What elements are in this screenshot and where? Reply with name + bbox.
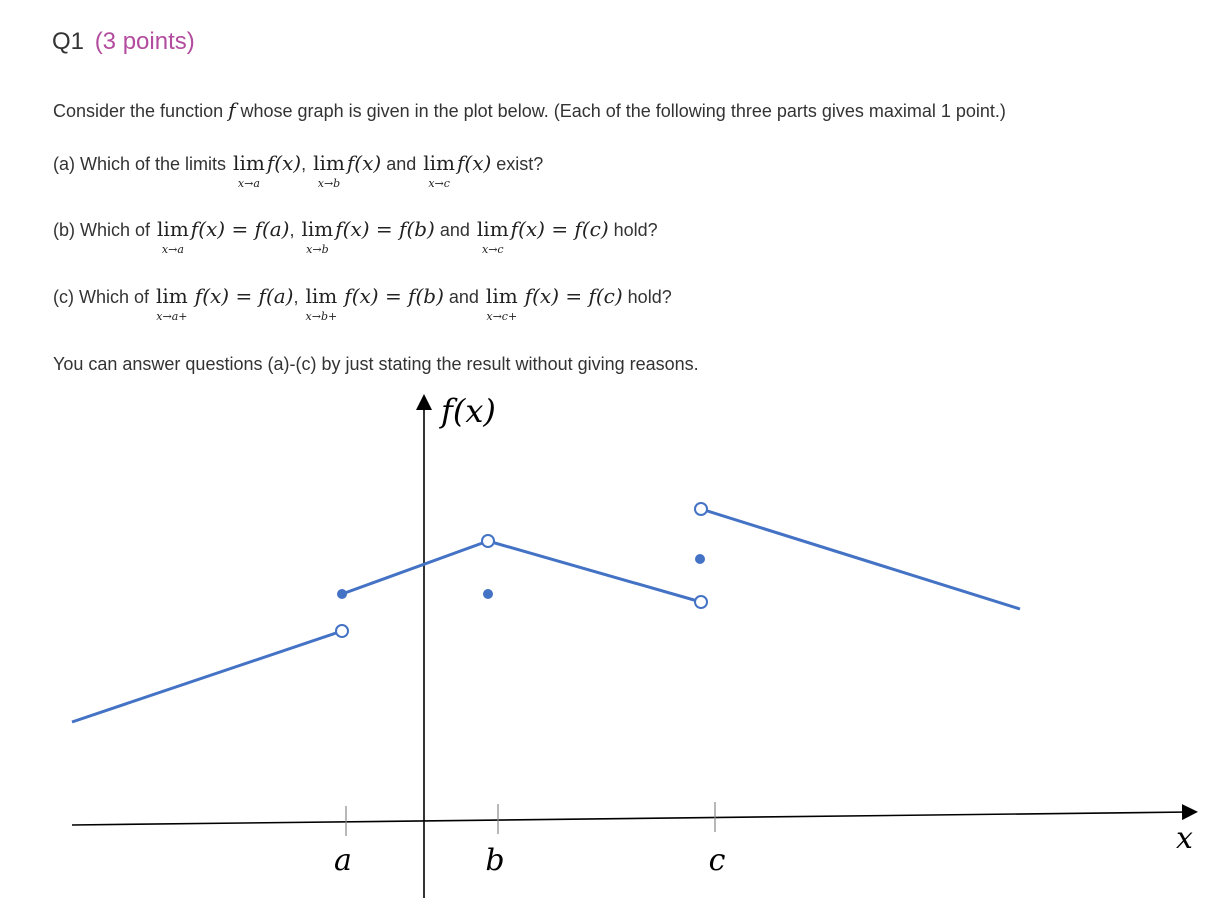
limit-expression: f(x) [457,151,492,175]
x-axis [72,812,1190,825]
limit-expression: f(x) [346,151,382,175]
limit-equation: f(x) = f(c) [510,217,609,241]
limit-equation: f(x) = f(c) [524,284,623,308]
segment-b-to-c [488,541,701,602]
segment-right-of-c [701,509,1020,609]
open-point-b [482,535,494,547]
limit-equation: f(x) = f(a) [190,217,290,241]
open-point-c-upper [695,503,707,515]
lim-subscript: x→a [237,177,260,190]
lim-word: lim [157,217,189,241]
segment-a-to-b [342,541,488,594]
part-a-prefix: (a) Which of the limits [53,154,232,174]
open-point-c-lower [695,596,707,608]
question-number: Q1 [52,28,85,55]
lim-word: lim [305,284,338,308]
intro-before: Consider the function [53,101,229,121]
lim-word: lim [156,284,188,308]
lim-subscript: x→c [481,243,504,256]
conjunction: and [434,220,475,240]
separator: , [301,154,312,174]
lim-word: lim [313,151,345,175]
lim-word: lim [485,284,518,308]
lim-word: lim [423,151,455,175]
function-symbol: f [228,98,236,122]
part-a-suffix: exist? [491,154,544,174]
instruction-note: You can answer questions (a)-(c) by just stating the result without giving reasons. [53,354,699,374]
lim-word: lim [301,217,334,241]
lim-subscript: x→b [317,177,341,190]
lim-subscript: x→c [428,177,450,190]
tick-label-c: c [708,843,726,878]
separator: , [293,287,304,307]
limit-expression: f(x) [266,151,302,175]
lim-subscript: x→c+ [486,310,518,323]
part-b-suffix: hold? [608,220,658,240]
intro-after: whose graph is given in the plot below. (Each of the following three parts gives maximal 1 point.) [235,101,1006,121]
limit-equation: f(x) = f(b) [344,284,444,308]
lim-subscript: x→a+ [156,310,188,323]
y-axis-label: f(x) [441,392,496,430]
part-c-suffix: hold? [622,287,672,307]
limit-equation: f(x) = f(a) [194,284,294,308]
tick-label-a: a [334,843,352,878]
conjunction: and [443,287,484,307]
conjunction: and [381,154,422,174]
filled-point-c [695,554,705,564]
filled-point-a [337,589,347,599]
lim-word: lim [233,151,265,175]
open-point-a [336,625,348,637]
question-points: (3 points) [94,28,195,55]
lim-subscript: x→a [161,243,184,256]
part-c-prefix: (c) Which of [53,287,155,307]
tick-label-b: b [485,843,505,878]
separator: , [289,220,300,240]
filled-point-b [483,589,493,599]
lim-subscript: x→b+ [305,310,338,323]
lim-word: lim [476,217,509,241]
limit-equation: f(x) = f(b) [335,217,435,241]
part-b-prefix: (b) Which of [53,220,156,240]
segment-left-of-a [72,631,342,722]
lim-subscript: x→b [306,243,329,256]
x-axis-label: x [1176,821,1193,856]
